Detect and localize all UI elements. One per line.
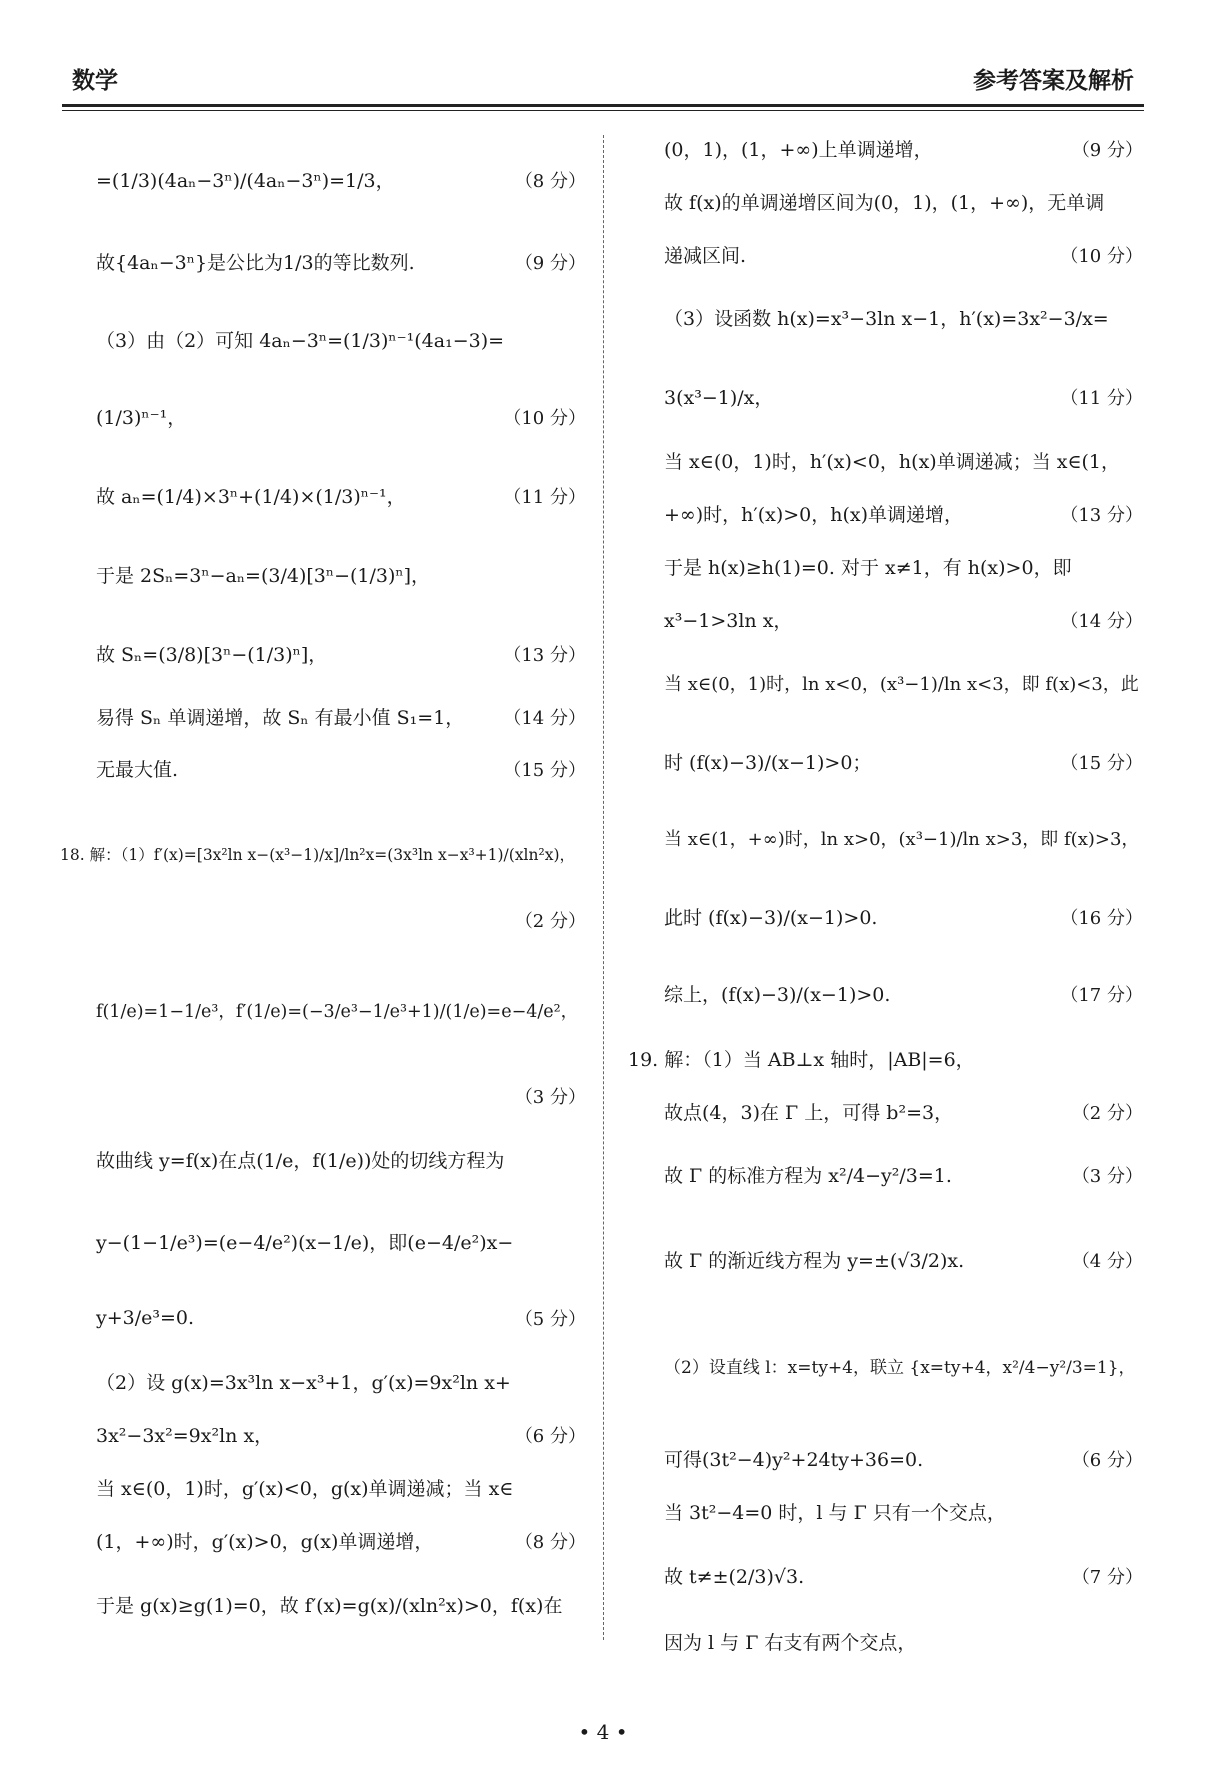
solution-line <box>60 907 586 933</box>
score-label: （9 分） <box>514 252 586 274</box>
header-rule-thick <box>62 104 1144 107</box>
solution-line <box>60 703 586 730</box>
score-label: （6 分） <box>1071 1449 1143 1471</box>
score-label: （17 分） <box>1060 984 1143 1006</box>
solution-line <box>628 1045 1143 1072</box>
solution-line <box>60 561 586 588</box>
solution-line <box>60 1146 586 1173</box>
score-label: （8 分） <box>514 1531 586 1553</box>
solution-text: 此时 (f(x)−3)/(x−1)>0. <box>664 907 878 929</box>
solution-line <box>628 1562 1143 1589</box>
solution-text: 无最大值. <box>96 759 179 781</box>
solution-text: 于是 g(x)≥g(1)=0，故 f′(x)=g(x)/(xln²x)>0，f(x)在 <box>96 1595 563 1617</box>
score-label: （3 分） <box>1071 1165 1143 1187</box>
column-divider <box>603 135 604 1640</box>
solution-line <box>628 1098 1143 1125</box>
solution-line <box>628 606 1143 633</box>
solution-line <box>628 447 1143 474</box>
score-label: （2 分） <box>514 911 586 932</box>
score-label: （16 分） <box>1060 907 1143 929</box>
solution-text: 故 Γ 的标准方程为 x²/4−y²/3=1. <box>664 1165 952 1187</box>
solution-line <box>60 1305 586 1331</box>
solution-text: 综上，(f(x)−3)/(x−1)>0. <box>664 984 891 1006</box>
solution-line <box>628 1246 1143 1273</box>
solution-line <box>60 166 586 193</box>
solution-text: (0，1)，(1，+∞)上单调递增， <box>664 139 933 161</box>
solution-text: 当 x∈(0，1)时，h′(x)<0，h(x)单调递减；当 x∈(1， <box>664 451 1121 473</box>
score-label: （11 分） <box>1060 387 1143 409</box>
solution-text: 当 x∈(0，1)时，ln x<0，(x³−1)/ln x<3，即 f(x)<3，此 <box>664 674 1139 695</box>
solution-line <box>628 1445 1143 1472</box>
score-label: （15 分） <box>503 759 586 781</box>
solution-line <box>628 748 1143 775</box>
solution-line <box>60 640 586 667</box>
header-title: 参考答案及解析 <box>973 67 1134 94</box>
score-label: （10 分） <box>503 407 586 429</box>
solution-line <box>628 825 1143 851</box>
score-label: （5 分） <box>514 1309 586 1330</box>
solution-line <box>628 500 1143 527</box>
solution-line <box>628 188 1143 215</box>
solution-line <box>628 670 1143 696</box>
score-label: （10 分） <box>1060 245 1143 267</box>
solution-line <box>628 383 1143 410</box>
solution-text: 故曲线 y=f(x)在点(1/e，f(1/e))处的切线方程为 <box>96 1150 505 1172</box>
solution-text: 可得(3t²−4)y²+24ty+36=0. <box>664 1449 924 1471</box>
solution-text: 因为 l 与 Γ 右支有两个交点， <box>664 1632 917 1654</box>
solution-line <box>628 903 1143 930</box>
solution-line <box>628 1353 1143 1378</box>
score-label: （14 分） <box>1060 610 1143 632</box>
solution-line <box>628 553 1143 580</box>
solution-text: 于是 h(x)≥h(1)=0. 对于 x≠1，有 h(x)>0，即 <box>664 557 1072 579</box>
solution-text: +∞)时，h′(x)>0，h(x)单调递增， <box>664 504 964 526</box>
solution-text: (1，+∞)时，g′(x)>0，g(x)单调递增， <box>96 1531 434 1553</box>
solution-text: f(1/e)=1−1/e³，f′(1/e)=(−3/e³−1/e³+1)/(1/e)=e−4/e²， <box>96 1002 579 1022</box>
solution-text: =(1/3)(4aₙ−3ⁿ)/(4aₙ−3ⁿ)=1/3， <box>96 170 395 192</box>
solution-line <box>628 1161 1143 1188</box>
solution-line <box>60 1474 586 1501</box>
page-number: • 4 • <box>578 1720 628 1744</box>
solution-text: 故 Γ 的渐近线方程为 y=±(√3/2)x. <box>664 1250 965 1272</box>
solution-text: 18. 解：（1）f′(x)=[3x²ln x−(x³−1)/x]/ln²x=(3x³ln x−x³+1)/(xln²x)， <box>60 846 576 864</box>
solution-text: （2）设 g(x)=3x³ln x−x³+1，g′(x)=9x²ln x+ <box>96 1372 511 1394</box>
solution-text: 3(x³−1)/x， <box>664 387 774 409</box>
solution-line <box>628 304 1143 331</box>
solution-text: （3）设函数 h(x)=x³−3ln x−1，h′(x)=3x²−3/x= <box>664 308 1109 330</box>
solution-text: 当 3t²−4=0 时，l 与 Γ 只有一个交点， <box>664 1502 1006 1524</box>
score-label: （2 分） <box>1071 1102 1143 1124</box>
solution-text: 故 f(x)的单调递增区间为(0，1)，(1，+∞)，无单调 <box>664 192 1105 214</box>
score-label: （14 分） <box>503 707 586 729</box>
score-label: （13 分） <box>1060 504 1143 526</box>
solution-line <box>60 1368 586 1395</box>
solution-line <box>628 1498 1143 1525</box>
solution-line <box>60 998 586 1023</box>
score-label: （8 分） <box>514 170 586 192</box>
solution-text: 故 Sₙ=(3/8)[3ⁿ−(1/3)ⁿ]， <box>96 644 328 666</box>
solution-text: 19. 解：（1）当 AB⊥x 轴时，|AB|=6， <box>628 1049 975 1071</box>
solution-text: 于是 2Sₙ=3ⁿ−aₙ=(3/4)[3ⁿ−(1/3)ⁿ]， <box>96 565 431 587</box>
solution-line <box>628 1628 1143 1655</box>
solution-text: 易得 Sₙ 单调递增，故 Sₙ 有最小值 S₁=1， <box>96 707 465 729</box>
solution-line <box>60 1228 586 1255</box>
solution-text: x³−1>3ln x， <box>664 610 793 632</box>
solution-text: y+3/e³=0. <box>96 1307 195 1329</box>
score-label: （11 分） <box>503 486 586 508</box>
solution-text: 递减区间. <box>664 245 747 267</box>
solution-text: (1/3)ⁿ⁻¹， <box>96 407 187 429</box>
solution-line <box>60 755 586 782</box>
score-label: （6 分） <box>514 1425 586 1447</box>
header-subject: 数学 <box>72 67 118 94</box>
solution-text: 当 x∈(1，+∞)时，ln x>0，(x³−1)/ln x>3，即 f(x)>3， <box>664 829 1140 850</box>
solution-line <box>60 1083 586 1109</box>
score-label: （13 分） <box>503 644 586 666</box>
solution-line <box>628 135 1143 162</box>
solution-text: 故 t≠±(2/3)√3. <box>664 1566 805 1588</box>
solution-text: 故 aₙ=(1/4)×3ⁿ+(1/4)×(1/3)ⁿ⁻¹， <box>96 486 406 508</box>
solution-line <box>60 1591 586 1618</box>
solution-line <box>60 1527 586 1554</box>
solution-line <box>60 482 586 509</box>
solution-text: 3x²−3x²=9x²ln x， <box>96 1425 274 1447</box>
solution-line <box>60 248 586 275</box>
header-rule-thin <box>62 110 1144 111</box>
solution-text: （2）设直线 l：x=ty+4，联立 {x=ty+4，x²/4−y²/3=1}， <box>664 1358 1136 1378</box>
solution-line <box>628 980 1143 1007</box>
solution-line <box>628 241 1143 268</box>
score-label: （4 分） <box>1071 1250 1143 1272</box>
solution-line <box>60 326 586 353</box>
solution-text: 当 x∈(0，1)时，g′(x)<0，g(x)单调递减；当 x∈ <box>96 1478 514 1500</box>
score-label: （9 分） <box>1071 139 1143 161</box>
solution-text: 时 (f(x)−3)/(x−1)>0； <box>664 752 872 774</box>
solution-line <box>60 403 586 430</box>
score-label: （15 分） <box>1060 752 1143 774</box>
solution-text: 故点(4，3)在 Γ 上，可得 b²=3， <box>664 1102 954 1124</box>
score-label: （3 分） <box>514 1087 586 1108</box>
solution-line <box>60 843 586 865</box>
solution-text: 故{4aₙ−3ⁿ}是公比为1/3的等比数列. <box>96 252 415 274</box>
solution-text: （3）由（2）可知 4aₙ−3ⁿ=(1/3)ⁿ⁻¹(4a₁−3)= <box>96 330 505 352</box>
score-label: （7 分） <box>1071 1566 1143 1588</box>
solution-text: y−(1−1/e³)=(e−4/e²)(x−1/e)，即(e−4/e²)x− <box>96 1232 514 1254</box>
solution-line <box>60 1421 586 1448</box>
